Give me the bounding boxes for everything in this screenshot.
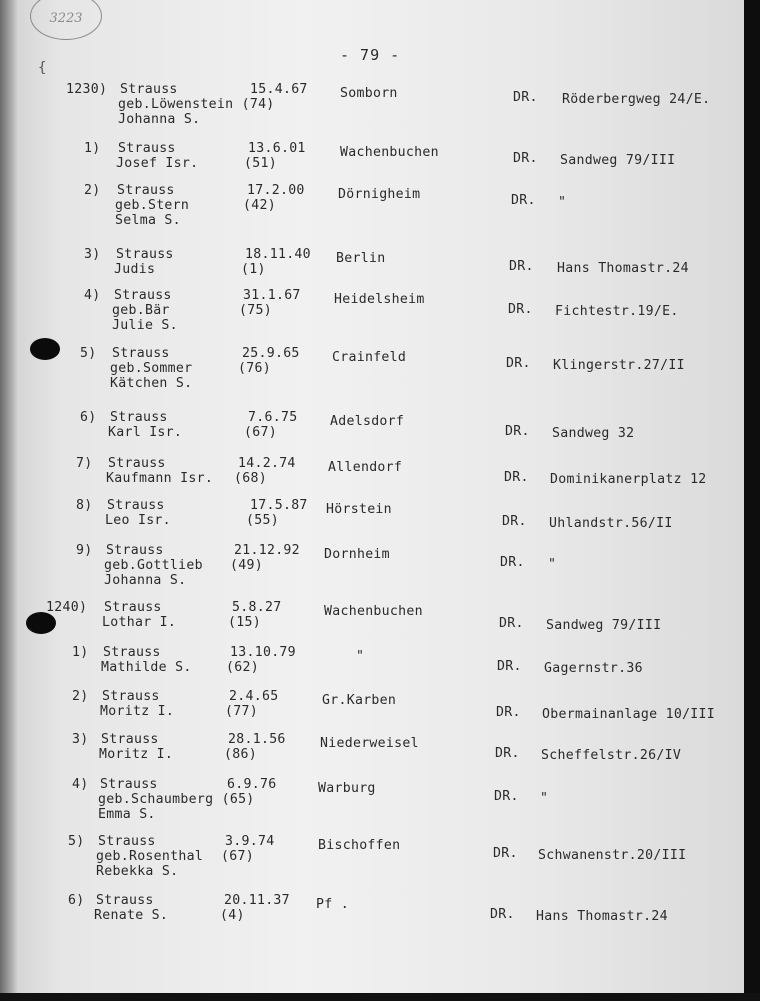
entry-name-line: Strauss <box>98 834 156 849</box>
entry-name-line: Leo Isr. <box>105 513 171 528</box>
entry-name-line: Strauss <box>107 498 165 513</box>
entry-date-line: 13.6.01 <box>248 141 306 156</box>
entry-birthplace: Berlin <box>336 251 386 266</box>
entry-birthplace: Wachenbuchen <box>324 604 423 619</box>
entry-address: " <box>540 791 549 806</box>
page-bottom-edge <box>0 993 760 1001</box>
entry-name-line: Moritz I. <box>99 747 174 762</box>
entry-name-line: Selma S. <box>115 213 181 228</box>
archive-stamp: 3223 <box>30 0 102 40</box>
entry-dr-label: DR. <box>504 470 529 485</box>
entry-name-line: geb.Sommer <box>110 361 193 376</box>
entry-address: Fichtestr.19/E. <box>555 304 679 319</box>
entry-birthplace: Allendorf <box>328 460 403 475</box>
entry-date-line: 17.5.87 <box>250 498 308 513</box>
entry-birthplace: Niederweisel <box>320 736 419 751</box>
entry-dr-label: DR. <box>497 659 522 674</box>
entry-date-line: (49) <box>230 558 263 573</box>
entry-name-line: Kaufmann Isr. <box>106 471 214 486</box>
entry-dr-label: DR. <box>508 302 533 317</box>
entry-birthplace: Dornheim <box>324 547 390 562</box>
entry-date-line: (4) <box>220 908 245 923</box>
page-left-edge <box>0 0 18 1001</box>
entry-name-line: Strauss <box>103 645 161 660</box>
entry-address: Klingerstr.27/II <box>553 358 685 373</box>
entry-birthplace: Wachenbuchen <box>340 145 439 160</box>
entry-name-line: Strauss <box>117 183 175 198</box>
entry-name-line: Lothar I. <box>102 615 177 630</box>
entry-date-line: (77) <box>225 704 258 719</box>
entry-number: 1240) <box>46 600 88 615</box>
entry-address: Sandweg 79/III <box>546 618 662 633</box>
entry-birthplace: Adelsdorf <box>330 414 405 429</box>
entry-date-line: 5.8.27 <box>232 600 282 615</box>
entry-name-line: Julie S. <box>112 318 178 333</box>
entry-birthplace: Heidelsheim <box>334 292 425 307</box>
entry-date-line: 6.9.76 <box>227 777 277 792</box>
entry-date-line: 2.4.65 <box>229 689 279 704</box>
entry-name-line: geb.Schaumberg (65) <box>98 792 255 807</box>
entry-dr-label: DR. <box>493 846 518 861</box>
entry-number: 1230) <box>66 82 108 97</box>
entry-dr-label: DR. <box>499 616 524 631</box>
entry-address: Obermainanlage 10/III <box>542 707 716 722</box>
entry-date-line: 25.9.65 <box>242 346 300 361</box>
entry-number: 2) <box>72 689 89 704</box>
entry-name-line: geb.Gottlieb <box>104 558 203 573</box>
entry-date-line: (75) <box>239 303 272 318</box>
entry-date-line: 7.6.75 <box>248 410 298 425</box>
entry-dr-label: DR. <box>494 789 519 804</box>
entry-dr-label: DR. <box>506 356 531 371</box>
entry-date-line: 15.4.67 <box>250 82 308 97</box>
entry-address: Uhlandstr.56/II <box>549 516 673 531</box>
entry-dr-label: DR. <box>502 514 527 529</box>
entry-name-line: Josef Isr. <box>116 156 199 171</box>
punch-hole <box>26 612 56 634</box>
entry-name-line: Emma S. <box>98 807 156 822</box>
entry-name-line: Strauss <box>100 777 158 792</box>
entry-birthplace: Somborn <box>340 86 398 101</box>
entry-name-line: geb.Rosenthal <box>96 849 204 864</box>
entry-dr-label: DR. <box>490 907 515 922</box>
entry-address: Hans Thomastr.24 <box>557 261 689 276</box>
entry-name-line: geb.Stern <box>115 198 190 213</box>
entry-number: 9) <box>76 543 93 558</box>
entry-address: Dominikanerplatz 12 <box>550 472 707 487</box>
entry-number: 1) <box>72 645 89 660</box>
entry-number: 4) <box>72 777 89 792</box>
entry-date-line: (62) <box>226 660 259 675</box>
entry-name-line: geb.Bär <box>112 303 170 318</box>
entry-number: 5) <box>80 346 97 361</box>
entry-date-line: 13.10.79 <box>230 645 296 660</box>
entry-dr-label: DR. <box>500 555 525 570</box>
entry-name-line: Strauss <box>108 456 166 471</box>
entry-date-line: 28.1.56 <box>228 732 286 747</box>
entry-date-line: 3.9.74 <box>225 834 275 849</box>
entry-dr-label: DR. <box>496 705 521 720</box>
entry-dr-label: DR. <box>495 746 520 761</box>
entry-name-line: Strauss <box>120 82 178 97</box>
entry-address: Schwanenstr.20/III <box>538 848 687 863</box>
entry-address: Scheffelstr.26/IV <box>541 748 682 763</box>
entry-name-line: Karl Isr. <box>108 425 183 440</box>
entry-date-line: (68) <box>234 471 267 486</box>
entry-date-line: (86) <box>224 747 257 762</box>
entry-name-line: Strauss <box>114 288 172 303</box>
entry-number: 5) <box>68 834 85 849</box>
entry-dr-label: DR. <box>513 151 538 166</box>
entry-name-line: Strauss <box>104 600 162 615</box>
entry-name-line: Strauss <box>102 689 160 704</box>
entry-date-line: 21.12.92 <box>234 543 300 558</box>
entry-name-line: Strauss <box>110 410 168 425</box>
entry-date-line: (1) <box>241 262 266 277</box>
entry-birthplace: Dörnigheim <box>338 187 421 202</box>
entry-name-line: Strauss <box>96 893 154 908</box>
page-number: - 79 - <box>340 46 401 64</box>
entry-number: 3) <box>72 732 89 747</box>
entry-address: Hans Thomastr.24 <box>536 909 668 924</box>
entry-address: " <box>548 557 557 572</box>
entry-name-line: Strauss <box>118 141 176 156</box>
punch-hole <box>30 338 60 360</box>
entry-birthplace: " <box>356 649 365 664</box>
entry-name-line: Strauss <box>116 247 174 262</box>
entry-birthplace: Warburg <box>318 781 376 796</box>
entry-number: 8) <box>76 498 93 513</box>
entry-date-line: (15) <box>228 615 261 630</box>
entry-number: 4) <box>84 288 101 303</box>
entry-date-line: (55) <box>246 513 279 528</box>
entry-date-line: 17.2.00 <box>247 183 305 198</box>
entry-dr-label: DR. <box>505 424 530 439</box>
entry-name-line: Johanna S. <box>104 573 187 588</box>
entry-name-line: Strauss <box>101 732 159 747</box>
entry-name-line: geb.Löwenstein (74) <box>118 97 275 112</box>
entry-address: Gagernstr.36 <box>544 661 643 676</box>
entry-birthplace: Gr.Karben <box>322 693 397 708</box>
entry-name-line: Mathilde S. <box>101 660 192 675</box>
entry-date-line: (42) <box>243 198 276 213</box>
entry-birthplace: Hörstein <box>326 502 392 517</box>
entry-birthplace: Bischoffen <box>318 838 401 853</box>
entry-dr-label: DR. <box>511 193 536 208</box>
entry-name-line: Renate S. <box>94 908 169 923</box>
entry-number: 2) <box>84 183 101 198</box>
entry-date-line: 20.11.37 <box>224 893 290 908</box>
entry-date-line: (67) <box>221 849 254 864</box>
entry-dr-label: DR. <box>509 259 534 274</box>
entry-name-line: Johanna S. <box>118 112 201 127</box>
entry-date-line: 18.11.40 <box>245 247 311 262</box>
entry-number: 7) <box>76 456 93 471</box>
entry-address: " <box>558 195 567 210</box>
entry-dr-label: DR. <box>513 90 538 105</box>
entry-address: Sandweg 79/III <box>560 153 676 168</box>
entry-address: Sandweg 32 <box>552 426 635 441</box>
entry-date-line: (51) <box>244 156 277 171</box>
entry-birthplace: Pf . <box>316 897 349 912</box>
entry-date-line: (67) <box>244 425 277 440</box>
entry-name-line: Rebekka S. <box>96 864 179 879</box>
margin-mark: { <box>38 60 47 76</box>
entry-date-line: (76) <box>238 361 271 376</box>
entry-number: 3) <box>84 247 101 262</box>
entry-name-line: Judis <box>114 262 156 277</box>
entry-number: 6) <box>80 410 97 425</box>
entry-date-line: 14.2.74 <box>238 456 296 471</box>
entry-name-line: Strauss <box>106 543 164 558</box>
entry-name-line: Moritz I. <box>100 704 175 719</box>
entry-birthplace: Crainfeld <box>332 350 407 365</box>
page-right-edge <box>744 0 760 1001</box>
entry-address: Röderbergweg 24/E. <box>562 92 711 107</box>
entry-number: 6) <box>68 893 85 908</box>
entry-date-line: 31.1.67 <box>243 288 301 303</box>
entry-name-line: Kätchen S. <box>110 376 193 391</box>
entry-name-line: Strauss <box>112 346 170 361</box>
entry-number: 1) <box>84 141 101 156</box>
